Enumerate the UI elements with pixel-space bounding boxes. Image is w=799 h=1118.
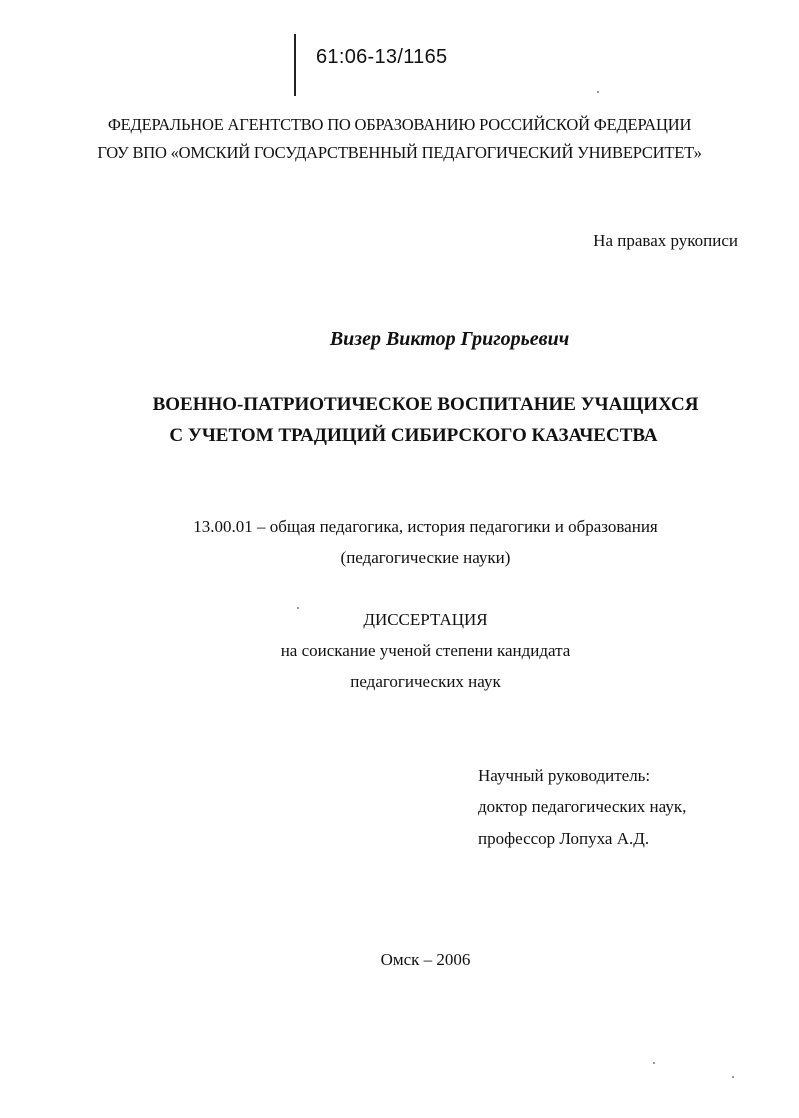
author-name: Визер Виктор Григорьевич bbox=[329, 328, 570, 350]
degree-line-1: на соискание ученой степени кандидата bbox=[280, 641, 571, 660]
specialty-science-line: (педагогические науки) bbox=[340, 548, 511, 567]
archive-stamp-code: 61:06-13/1165 bbox=[316, 46, 448, 68]
title-line-1: ВОЕННО-ПАТРИОТИЧЕСКОЕ ВОСПИТАНИЕ УЧАЩИХСЯ bbox=[152, 394, 699, 415]
agency-name: ФЕДЕРАЛЬНОЕ АГЕНТСТВО ПО ОБРАЗОВАНИЮ РОССИЙСКОЙ ФЕДЕРАЦИИ bbox=[107, 115, 692, 134]
scan-speck bbox=[597, 91, 599, 93]
scan-speck bbox=[732, 1076, 734, 1078]
stamp-vertical-line bbox=[294, 34, 296, 96]
specialty-code-line: 13.00.01 – общая педагогика, история педагогики и образования bbox=[193, 517, 658, 536]
scan-speck bbox=[653, 1062, 655, 1064]
supervisor-name: профессор Лопуха А.Д. bbox=[478, 829, 650, 848]
title-line-2: С УЧЕТОМ ТРАДИЦИЙ СИБИРСКОГО КАЗАЧЕСТВА bbox=[169, 425, 658, 446]
place-year: Омск – 2006 bbox=[380, 950, 471, 969]
degree-line-2: педагогических наук bbox=[350, 672, 501, 691]
manuscript-note: На правах рукописи bbox=[593, 231, 738, 250]
document-type-label: ДИССЕРТАЦИЯ bbox=[363, 610, 488, 629]
scan-speck bbox=[297, 607, 299, 609]
supervisor-label: Научный руководитель: bbox=[478, 766, 651, 785]
supervisor-degree: доктор педагогических наук, bbox=[478, 797, 687, 816]
university-name: ГОУ ВПО «ОМСКИЙ ГОСУДАРСТВЕННЫЙ ПЕДАГОГИЧЕСКИЙ УНИВЕРСИТЕТ» bbox=[97, 143, 702, 162]
